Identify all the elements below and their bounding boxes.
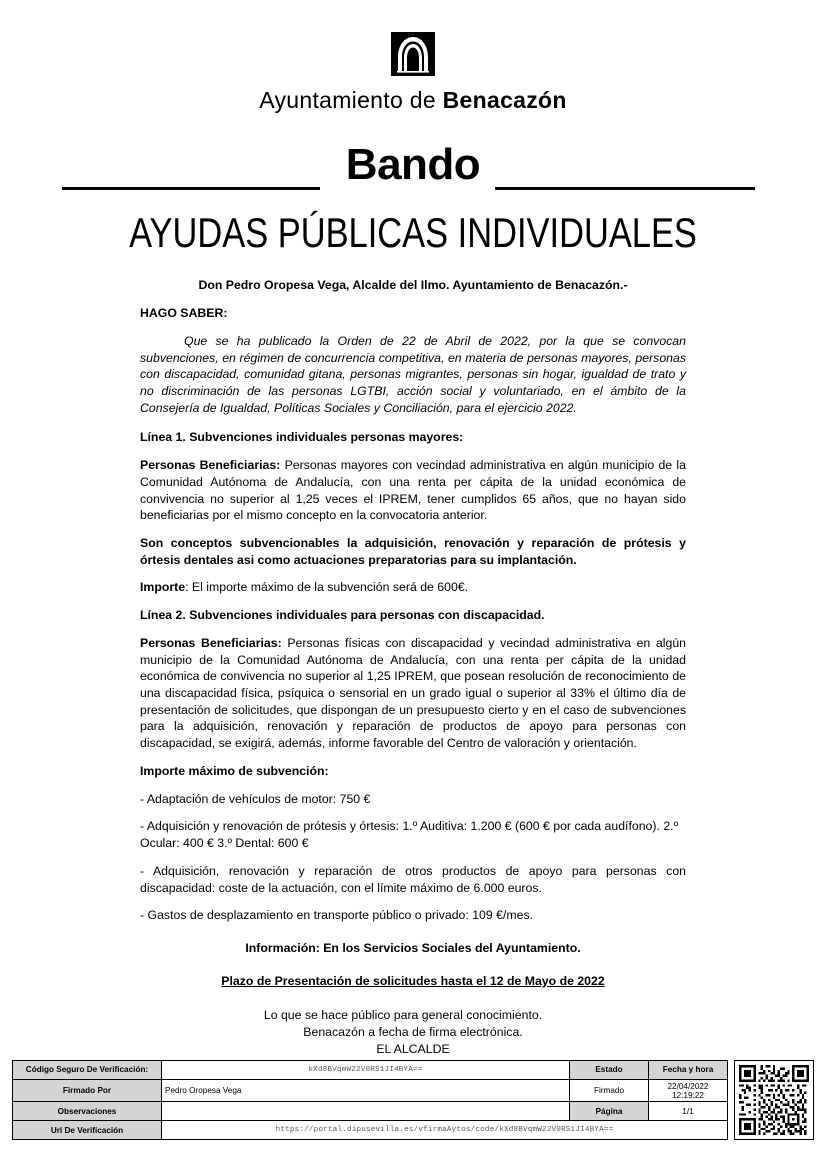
csv-value: kXd8BVqmW22V0RS1JI4BYA== [162,1061,570,1080]
document-body [140,255,686,1057]
importe-item: - Adaptación de vehículos de motor: 750 € [140,791,371,806]
document-title: Bando [345,140,481,190]
table-row [13,1079,728,1101]
closing-line-1: Lo que se hace público para general conocimiento. [263,1008,543,1023]
verification-footer [12,1060,814,1140]
closing-block [140,1007,686,1057]
importe-item: - Adquisición y renovación de prótesis y órtesis: 1.º Auditiva: 1.200 € (600 € por cada audífono). 2.º Ocular: 400 € 3.º Dental: 600 € [140,819,679,851]
linea1-beneficiarias-text: Personas mayores con vecindad administrativa en algún municipio de la Comunidad Autónoma de Andalucía, con una renta per cápita de la unidad económica de convivencia no superior al 1,25 veces el IPREM, tener cumplidos 65 años, que no hayan sido beneficiarias por el mismo concepto en la convocatoria anterior. [140,458,686,523]
firmado-por-label: Firmado Por [13,1079,162,1101]
observaciones-label: Observaciones [13,1102,162,1121]
pagina-value: 1/1 [649,1102,728,1121]
qr-code-icon [739,1064,809,1136]
observaciones-value [162,1102,570,1121]
linea1-conceptos: Son conceptos subvencionables la adquisición, renovación y reparación de prótesis y órtesis dentales asi como actuaciones preparatorias para su implantación. [140,536,686,567]
organisation-town: Benacazón [442,87,567,113]
plazo-line: Plazo de Presentación de solicitudes hasta el 12 de Mayo de 2022 [221,973,605,988]
url-label: Url De Verificación [13,1121,162,1140]
table-row [13,1102,728,1121]
linea1-beneficiarias [140,457,686,524]
linea1-heading: Línea 1. Subvenciones individuales personas mayores: [140,430,464,445]
fecha-label: Fecha y hora [649,1061,728,1080]
informacion-line: Información: En los Servicios Sociales del Ayuntamiento. [245,940,581,955]
table-row [13,1061,728,1080]
organisation-name [0,88,826,113]
pagina-label: Página [570,1102,649,1121]
csv-label: Código Seguro De Verificación: [13,1061,162,1080]
town-crest-icon [389,30,437,78]
table-row [13,1121,728,1140]
linea1-importe-text: : El importe máximo de la subvención será de 600€. [185,580,469,595]
closing-line-3: EL ALCALDE [376,1041,450,1056]
linea1-beneficiarias-label: Personas Beneficiarias: [140,458,281,473]
organisation-prefix: Ayuntamiento de [259,87,443,113]
hago-saber-heading: HAGO SABER: [140,306,228,321]
title-row [0,140,826,201]
importe-item: - Gastos de desplazamiento en transporte público o privado: 109 €/mes. [140,908,534,923]
firmado-por-value: Pedro Oropesa Vega [162,1079,570,1101]
linea1-importe [140,579,686,596]
linea1-importe-label: Importe [140,580,186,595]
fecha-value: 22/04/2022 12:19:22 [649,1079,728,1101]
qr-code[interactable] [734,1060,814,1140]
linea2-beneficiarias-label: Personas Beneficiarias: [140,635,282,650]
estado-value: Firmado [570,1079,649,1101]
linea2-heading: Línea 2. Subvenciones individuales para personas con discapacidad. [140,608,545,623]
letterhead [0,0,826,113]
linea2-beneficiarias [140,635,686,752]
url-value[interactable]: https://portal.dipusevilla.es/vfirmaAytos/code/kXd8BVqmW22V0RS1JI4BYA== [162,1121,728,1140]
title-rule-right [495,187,755,190]
verification-table [12,1060,728,1140]
title-rule-left [62,187,320,190]
document-subtitle: AYUDAS PÚBLICAS INDIVIDUALES [129,209,697,257]
importe-max-heading: Importe máximo de subvención: [140,763,329,778]
importe-item: - Adquisición, renovación y reparación de otros productos de apoyo para personas con discapacidad: coste de la actuación, con el límite máximo de 6.000 euros. [140,863,686,895]
intro-paragraph: Que se ha publicado la Orden de 22 de Abril de 2022, por la que se convocan subvenciones, en régimen de concurrencia competitiva, en materia de personas mayores, personas con discapacidad, comunidad gitana, personas migrantes, personas sin hogar, igualdad de trato y no discriminación de las personas LGTBI, acción social y voluntariado, en el ámbito de la Consejería de Igualdad, Políticas Sociales y Conciliación, para el ejercicio 2022. [140,333,686,415]
closing-line-2: Benacazón a fecha de firma electrónica. [303,1024,523,1039]
estado-label: Estado [570,1061,649,1080]
linea2-beneficiarias-text: Personas físicas con discapacidad y vecindad administrativa en algún municipio de la Comunidad Autónoma de Andalucía, con una renta per cápita de la unidad económica de convivencia no superior al 1,25 IPREM, que posean resolución de reconocimiento de una discapacidad física, psíquica o sensorial en un grado igual o superior al 33% el último día de presentación de solicitudes, que dispongan de un presupuesto cierto y en el caso de subvenciones para la adquisición, renovación y reparación de productos de apoyo para personas con discapacidad, se exigirá, además, informe favorable del Centro de valoración y orientación. [140,635,687,751]
mayor-line: Don Pedro Oropesa Vega, Alcalde del Ilmo. Ayuntamiento de Benacazón.- [198,278,628,293]
